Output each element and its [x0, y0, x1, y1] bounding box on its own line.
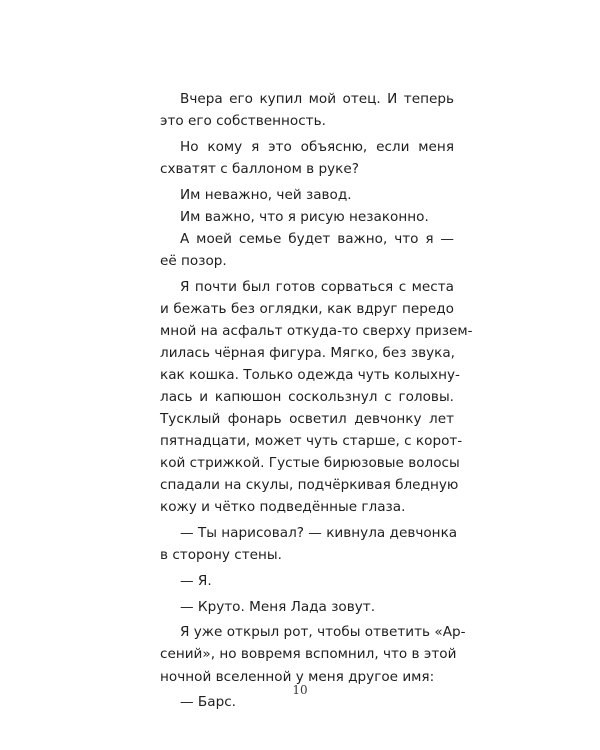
- text-line: её позор.: [160, 252, 227, 269]
- text-line: кожу и чётко подведённые глаза.: [160, 499, 406, 516]
- text-line: Я уже открыл рот, чтобы ответить «Ар-: [180, 624, 466, 641]
- text-line: это его собственность.: [160, 113, 326, 130]
- page-number: 10: [292, 683, 308, 697]
- text-line: сений», но вовремя вспомнил, что в этой: [160, 646, 457, 663]
- text-line: лась и капюшон соскользнул с головы.: [160, 389, 454, 405]
- text-line: мной на асфальт откуда-то сверху призем-: [160, 322, 473, 339]
- text-line: Вчера его купил мой отец. И теперь: [180, 91, 454, 107]
- text-line: Тусклый фонарь осветил девчонку лет: [160, 411, 454, 428]
- body-text: [160, 88, 473, 713]
- text-line: Им важно, что я рисую незаконно.: [180, 208, 429, 225]
- text-line: Но кому я это объясню, если меня: [180, 138, 454, 155]
- text-line: — Я.: [180, 572, 212, 589]
- text-line: кой стрижкой. Густые бирюзовые волосы: [160, 455, 460, 472]
- text-line: Я почти был готов сорваться с места: [180, 278, 454, 295]
- text-line: лилась чёрная фигура. Мягко, без звука,: [160, 344, 455, 361]
- text-line: ночной вселенной у меня другое имя:: [160, 668, 435, 685]
- text-line: в сторону стены.: [160, 547, 282, 564]
- text-line: пятнадцати, может чуть старше, с корот-: [160, 433, 463, 450]
- text-line: как кошка. Только одежда чуть колыхну-: [160, 366, 460, 383]
- text-line: Им неважно, чей завод.: [180, 186, 352, 203]
- text-line: — Барс.: [180, 694, 236, 711]
- text-line: схватят с баллоном в руке?: [160, 160, 359, 177]
- text-line: спадали на скулы, подчёркивая бледную: [160, 477, 459, 494]
- text-line: и бежать без оглядки, как вдруг передо: [160, 300, 454, 317]
- text-line: — Ты нарисовал? — кивнула девчонка: [180, 525, 458, 542]
- text-line: А моей семье будет важно, что я —: [180, 230, 454, 247]
- text-line: — Круто. Меня Лада зовут.: [180, 598, 376, 615]
